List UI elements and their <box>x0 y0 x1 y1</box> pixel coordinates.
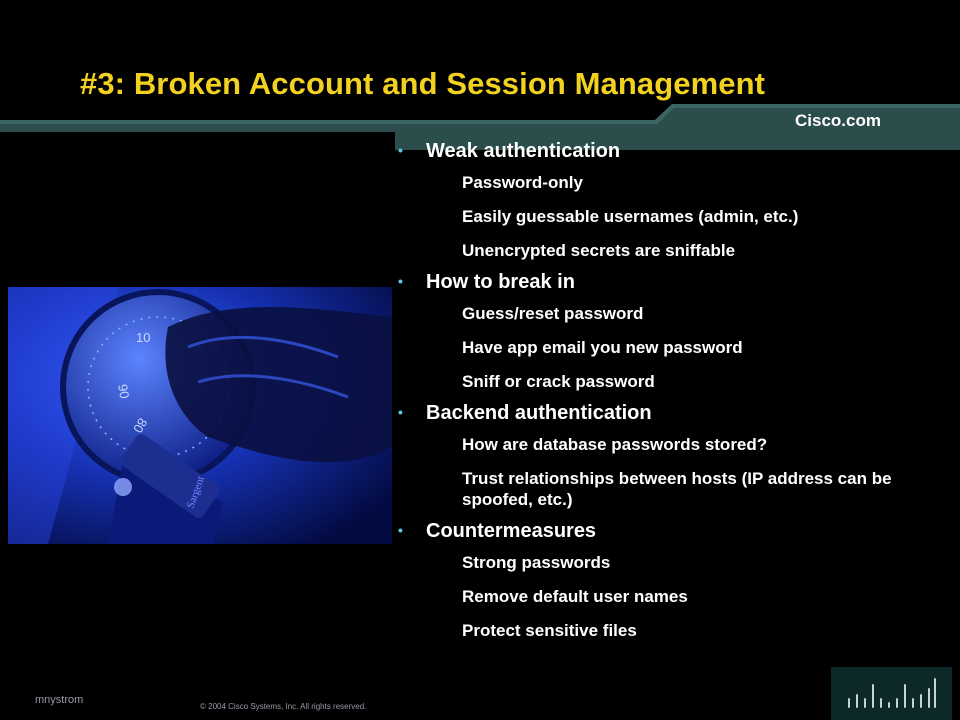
bullet-countermeasures <box>398 520 948 641</box>
sub-item: How are database passwords stored? <box>462 435 768 454</box>
bullet-dot-icon: • <box>398 142 403 158</box>
plate-text: Sargent <box>184 474 208 511</box>
bullet-dot-icon: • <box>398 404 403 420</box>
bullet-dot-icon: • <box>398 273 403 289</box>
slide-title: #3: Broken Account and Session Management <box>80 66 766 101</box>
bullet-label: Weak authentication <box>426 140 621 162</box>
bullet-label: Backend authentication <box>426 402 652 424</box>
dial-number: 90 <box>115 382 133 400</box>
bullet-list <box>398 140 948 651</box>
bullet-backend-authentication <box>398 402 948 510</box>
dial-number: 80 <box>130 415 151 436</box>
bullet-label: Countermeasures <box>426 520 597 542</box>
dial-number: 10 <box>136 330 151 345</box>
bullet-dot-icon: • <box>398 522 403 538</box>
sub-item: Have app email you new password <box>462 338 743 357</box>
bullet-weak-authentication <box>398 140 948 261</box>
copyright-label: © 2004 Cisco Systems, Inc. All rights reserved. <box>200 702 367 711</box>
author-label: mnystrom <box>35 694 84 706</box>
sub-item: Protect sensitive files <box>462 621 637 640</box>
sub-item: Guess/reset password <box>462 304 644 323</box>
brand-label: Cisco.com <box>795 111 881 130</box>
sub-list <box>398 434 948 510</box>
safe-dial-photo <box>8 287 392 544</box>
sub-item: Easily guessable usernames (admin, etc.) <box>462 207 799 226</box>
sub-list <box>398 303 948 392</box>
sub-item: Strong passwords <box>462 553 611 572</box>
bullet-how-to-break-in <box>398 271 948 392</box>
sub-item: Password-only <box>462 173 583 192</box>
cisco-logo-icon <box>831 667 952 720</box>
sub-list <box>398 552 948 641</box>
sub-item: Remove default user names <box>462 587 688 606</box>
sub-item: Unencrypted secrets are sniffable <box>462 241 736 260</box>
bullet-label: How to break in <box>426 271 575 293</box>
sub-list <box>398 172 948 261</box>
sub-item: Sniff or crack password <box>462 372 655 391</box>
sub-item: Trust relationships between hosts (IP address can be spoofed, etc.) <box>462 469 892 509</box>
